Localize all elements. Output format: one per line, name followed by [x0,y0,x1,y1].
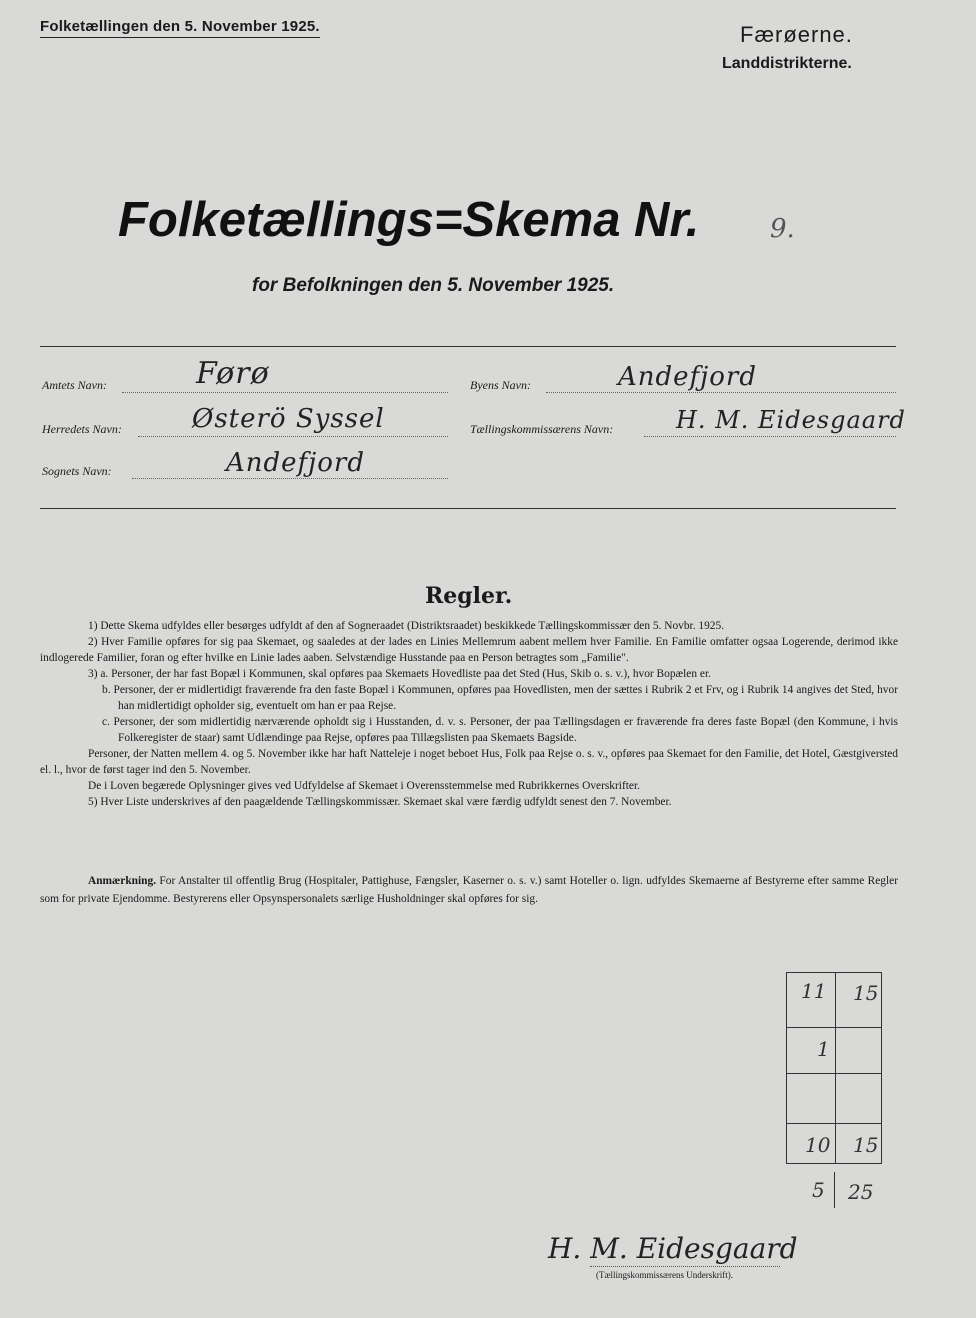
divider-bottom [40,508,896,509]
commissioner-signature: H. M. Eidesgaard [548,1232,798,1265]
tally-r2-c1: 1 [817,1037,830,1061]
by-line [546,392,896,393]
rule-5: 5) Hver Liste underskrives af den paagældende Tællingskommissær. Skemaet skal være færdig udfyldt senest den 7. November. [88,796,672,808]
sogn-label: Sognets Navn: [42,464,112,478]
note-text: For Anstalter til offentlig Brug (Hospitaler, Pattighuse, Fængsler, Kaserner o. s. v.) samt Hoteller o. lign. udfyldes Skemaerne af Bestyrerne efter samme Regler som for private Ejendomme. Bestyrerens eller Opsynspersonalets særlige Husholdninger skal opføres for sig. [40,875,898,905]
herred-line [138,436,448,437]
tally-box [786,972,882,1164]
tally-r4-c1: 10 [805,1133,831,1157]
amt-label: Amtets Navn: [42,378,107,392]
by-value: Andefjord [618,362,757,392]
page-title: Folketællings=Skema Nr. [118,193,700,247]
herred-label: Herredets Navn: [42,422,122,436]
rule-3d: Personer, der Natten mellem 4. og 5. November ikke har haft Natteleje i noget beboet Hus, Folk paa Rejse o. s. v., opføres paa Skemaet for den Familie, det Hotel, Gæstgiversted el. l., hvor de først tager ind den 5. November. [40,748,898,776]
rule-3a: 3) a. Personer, der har fast Bopæl i Kommunen, skal opføres paa Skemaets Hovedliste paa det Sted (Hus, Skib o. s. v.), hvor Bopælen er. [88,668,711,680]
note-label: Anmærkning. [88,875,157,887]
tally-r1-c1: 11 [801,979,827,1003]
tally-total-divider [834,1172,835,1208]
page-subtitle: for Befolkningen den 5. November 1925. [252,275,615,296]
divider-top [40,346,896,347]
tally-r4-c2: 15 [853,1133,879,1157]
rule-3b: b. Personer, der er midlertidigt fraværende fra den faste Bopæl i Kommunen, opføres paa Hovedlisten, men der sættes i Rubrik 2 et Frv, og i Rubrik 14 angives det Sted, hvor han midlertidigt opholder sig, eventuelt om han er paa Rejse. [102,684,898,712]
note-section [40,872,898,908]
header-census-date: Folketællingen den 5. November 1925. [40,18,320,38]
rules-section [40,618,898,810]
amt-value: Førø [196,356,270,391]
kommissaer-label: Tællingskommissærens Navn: [470,422,614,436]
rule-2: 2) Hver Familie opføres for sig paa Skemaet, og saaledes at der lades en Linies Mellemrum aabent mellem hver Familie. En Familie omfatter ogsaa Logerende, derimod ikke indlogerede Familier, foran og efter hvilke en Linie lades aaben. Selvstændige Husstande paa en Person betragtes som „Familie". [40,636,898,664]
tally-r1-c2: 15 [853,981,879,1005]
sogn-line [132,478,448,479]
sogn-value: Andefjord [226,448,365,478]
kommissaer-value: H. M. Eidesgaard [676,406,906,434]
by-label: Byens Navn: [470,378,531,392]
kommissaer-line [644,436,896,437]
schema-number: 9. [770,214,795,244]
tally-total-1: 5 [812,1178,825,1202]
tally-total-2: 25 [848,1180,874,1204]
rule-3c: c. Personer, der som midlertidig nærværende opholdt sig i Husstanden, d. v. s. Personer, der paa Tællingsdagen er fraværende fra deres faste Bopæl (den Kommune, i hvis Folkeregister de staar) samt Udlændinge paa Rejse, opføres paa Tillægslisten paa Skemaets Bagside. [102,716,898,744]
signature-label: (Tællingskommissærens Underskrift). [596,1270,733,1280]
amt-line [122,392,448,393]
signature-line [590,1266,780,1267]
header-region: Færøerne. [740,22,853,47]
rules-heading: Regler. [425,583,513,609]
rule-1: 1) Dette Skema udfyldes eller besørges udfyldt af den af Sogneraadet (Distriktsraadet) beskikkede Tællingskommissær den 5. Novbr. 1925. [88,620,725,632]
header-district: Landdistrikterne. [722,55,852,72]
herred-value: Østerö Syssel [192,404,385,434]
rule-4: De i Loven begærede Oplysninger gives ved Udfyldelse af Skemaet i Overensstemmelse med Rubrikkernes Overskrifter. [88,780,640,792]
